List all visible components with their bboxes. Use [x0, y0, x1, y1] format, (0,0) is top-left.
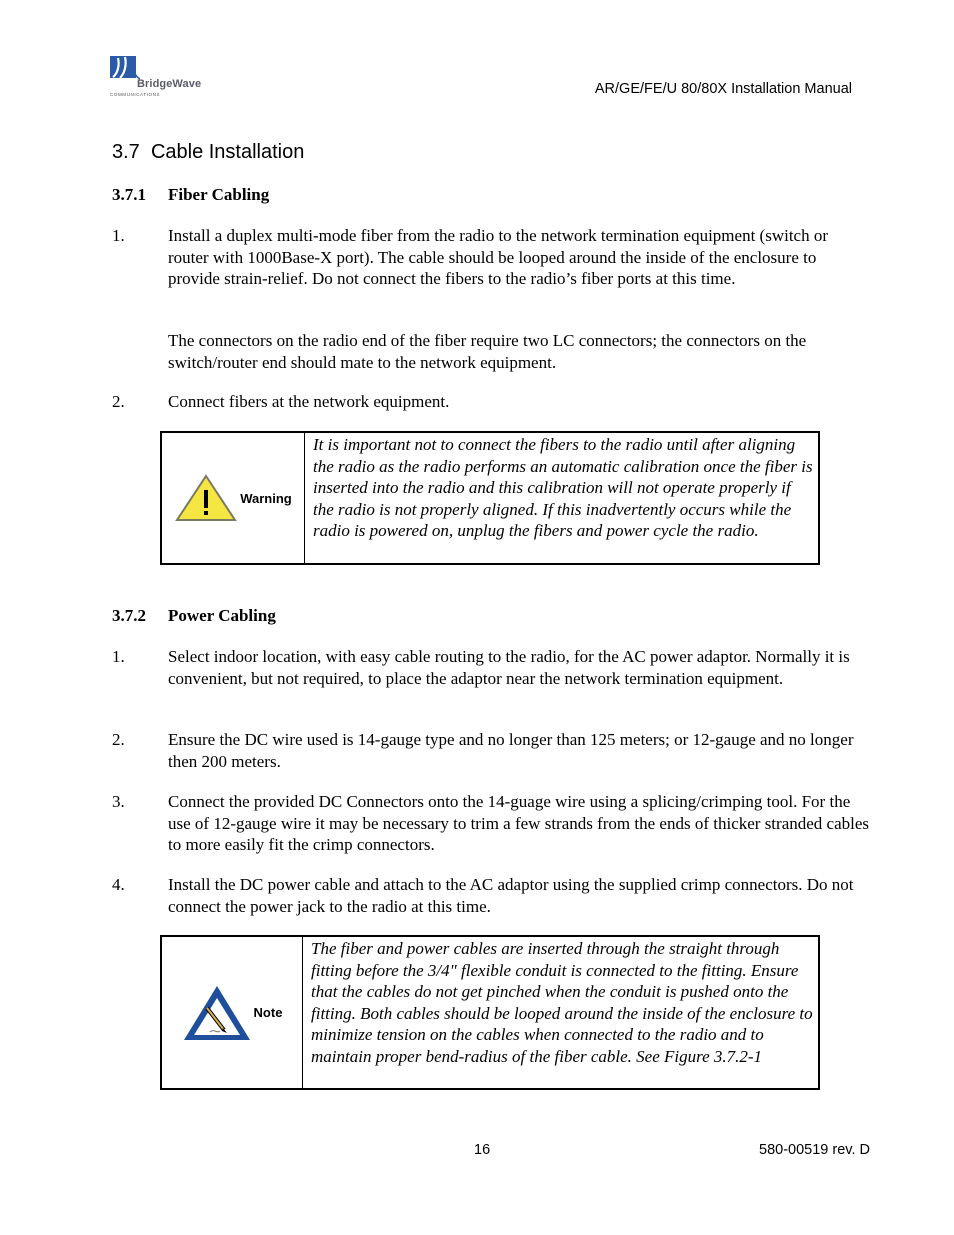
list-item-number: 1. — [112, 647, 125, 666]
list-item-text: Install the DC power cable and attach to the AC adaptor using the supplied crimp connectors. Do not connect the power jack to the radio at this time. — [168, 875, 854, 916]
warning-triangle-icon — [174, 473, 238, 523]
subsection-heading: Power Cabling — [168, 606, 276, 625]
warning-callout — [160, 431, 820, 565]
warning-text: It is important not to connect the fibers to the radio until after aligning the radio as the radio performs an automatic calibration once the fiber is inserted into the radio and this calibration will not operate properly if the radio is not properly aligned. If this inadvertently occurs while the radio is powered on, unplug the fibers and power cycle the radio. — [313, 435, 813, 541]
subsection-power-title — [112, 606, 276, 626]
bridgewave-logo — [110, 54, 210, 98]
list-item — [112, 874, 872, 917]
logo-text: BridgeWave — [137, 78, 202, 90]
list-item — [112, 391, 872, 413]
list-item-number: 2. — [112, 730, 125, 749]
list-item-text: Install a duplex multi-mode fiber from the radio to the network termination equipment (switch or router with 1000Base-X port). The cable should be looped around the inside of the enclosure to provide strain-relief. Do not connect the fibers to the radio’s fiber ports at this time. — [168, 226, 828, 288]
warning-icon-cell — [162, 433, 305, 563]
list-item-number: 3. — [112, 792, 125, 811]
list-item-number: 2. — [112, 392, 125, 411]
list-item-number: 4. — [112, 875, 125, 894]
list-item — [112, 791, 872, 856]
list-item-text: Connect fibers at the network equipment. — [168, 392, 450, 411]
note-pencil-icon — [182, 984, 252, 1042]
section-heading: Cable Installation — [150, 141, 305, 163]
logo-subtext: COMMUNICATIONS — [110, 92, 161, 97]
note-label: Note — [253, 1005, 283, 1020]
subsection-number: 3.7.2 — [112, 606, 146, 625]
list-item-text: Select indoor location, with easy cable routing to the radio, for the AC power adaptor. Normally it is convenient, but not required, to place the adaptor near the network termination equipment. — [168, 647, 850, 688]
note-icon-cell — [162, 937, 303, 1088]
list-item-text: Connect the provided DC Connectors onto the 14-guage wire using a splicing/crimping tool. For the use of 12-gauge wire it may be necessary to trim a few strands from the ends of thicker stranded cables to more easily fit the crimp connectors. — [168, 792, 870, 854]
list-item — [112, 729, 872, 772]
paragraph: The connectors on the radio end of the fiber require two LC connectors; the connectors on the switch/router end should mate to the network equipment. — [168, 331, 807, 372]
note-callout — [160, 935, 820, 1090]
list-item — [112, 225, 872, 290]
section-title — [112, 141, 304, 164]
document-revision: 580-00519 rev. D — [759, 1142, 870, 1158]
subsection-number: 3.7.1 — [112, 185, 146, 204]
section-number: 3.7 — [112, 141, 140, 163]
note-text: The fiber and power cables are inserted through the straight through fitting before the 3/4" flexible conduit is connected to the fitting. Ensure that the cables do not get pinched when the conduit is pushed onto the fitting. Both cables should be looped around the inside of the enclosure to minimize tension on the cables when connected to the radio and to maintain proper bend-radius of the fiber cable. See Figure 3.7.2-1 — [311, 939, 813, 1066]
page-number: 16 — [474, 1142, 491, 1158]
subsection-heading: Fiber Cabling — [168, 185, 270, 204]
bridgewave-logo-icon — [110, 54, 140, 80]
list-item — [112, 646, 872, 689]
list-item-number: 1. — [112, 226, 125, 245]
list-item-text: Ensure the DC wire used is 14-gauge type and no longer than 125 meters; or 12-gauge and no longer then 200 meters. — [168, 730, 854, 771]
subsection-fiber-title — [112, 185, 269, 205]
warning-label: Warning — [240, 490, 292, 506]
manual-title: AR/GE/FE/U 80/80X Installation Manual — [594, 81, 852, 97]
